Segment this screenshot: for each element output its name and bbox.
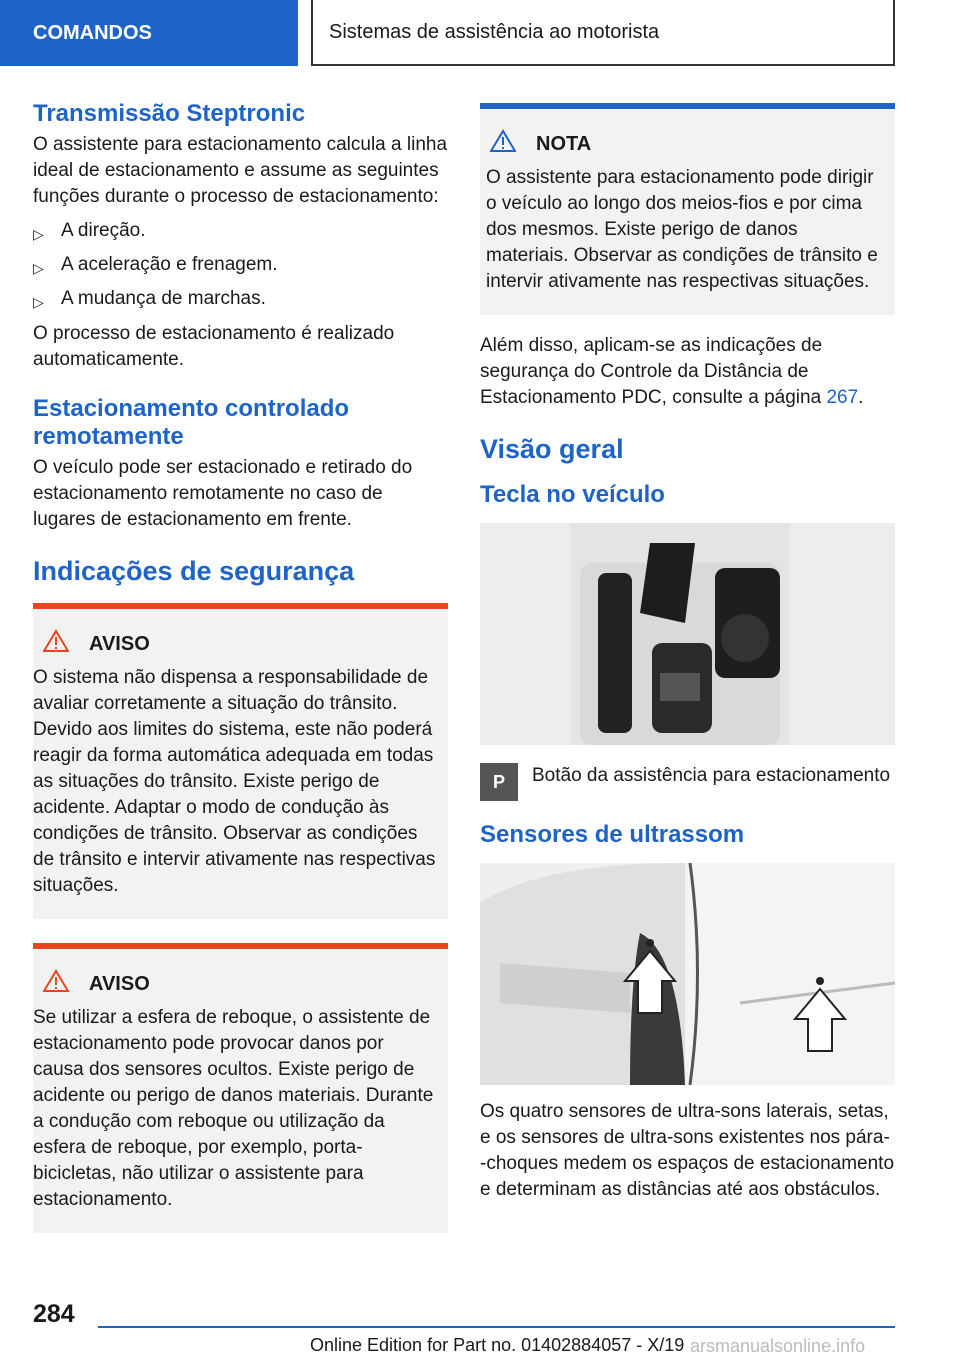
warning-label: AVISO xyxy=(89,632,150,655)
park-assist-button-icon: P xyxy=(480,763,518,801)
triangle-bullet-icon: ▷ xyxy=(33,260,44,276)
triangle-bullet-icon: ▷ xyxy=(33,226,44,242)
sensors-text: Os quatro sensores de ultra-sons laterais, setas, e os sensores de ultra-sons existentes nos pára--choques medem os espaços de estacionamento e determinam as distâncias até aos obstáculos. xyxy=(480,1101,895,1200)
warning-text: O sistema não dispensa a responsabilidade de avaliar corretamente a situação do trânsito. Devido aos limites do sistema, este não poderá reagir da forma automática adequada em todas as situações do trânsito. Existe perigo de acidente. Adaptar o modo de condução às condições de trânsito. Observar as condições de trânsito e intervir ativamente nas respectivas situações. xyxy=(33,667,436,896)
warning-triangle-icon xyxy=(43,969,71,999)
button-caption xyxy=(480,763,895,801)
warning-box xyxy=(33,943,448,1233)
warning-box xyxy=(33,603,448,919)
note-text: O assistente para estacionamento pode dirigir o veículo ao longo dos meios-fios e por cima dos mesmos. Existe perigo de danos materiais. Observar as condições de trânsito e intervir ativamente nas respectivas situações. xyxy=(486,167,878,292)
note-box xyxy=(480,103,895,315)
button-heading: Tecla no veículo xyxy=(480,481,665,508)
page-number: 284 xyxy=(33,1300,75,1328)
steptronic-intro: O assistente para estacionamento calcula a linha ideal de estacionamento e assume as seguintes funções durante o processo de estacionamento: xyxy=(33,134,448,207)
remote-parking-heading: Estacionamento controlado remotamente xyxy=(33,395,350,450)
warning-triangle-icon xyxy=(43,629,71,659)
remote-parking-text: O veículo pode ser estacionado e retirado do estacionamento remotamente no caso de lugares de estacionamento em frente. xyxy=(33,457,413,530)
warning-label: AVISO xyxy=(89,972,150,995)
steptronic-outro: O processo de estacionamento é realizado automaticamente. xyxy=(33,323,395,370)
warning-text: Se utilizar a esfera de reboque, o assistente de estacionamento pode provocar danos por causa dos sensores ocultos. Existe perigo de acidente ou perigo de danos materiais. Durante a condução com reboque ou utilização da esfera de reboque, por exemplo, porta-bicicletas, não utilizar o assistente para estacionamento. xyxy=(33,1007,434,1210)
left-column xyxy=(33,100,448,1245)
edition-text: Online Edition for Part no. 01402884057 - X/19 xyxy=(310,1335,685,1355)
triangle-bullet-icon: ▷ xyxy=(33,294,44,310)
safety-heading: Indicações de segurança xyxy=(33,556,355,586)
steptronic-heading: Transmissão Steptronic xyxy=(33,100,306,127)
chapter-title: Sistemas de assistência ao motorista xyxy=(311,0,895,66)
note-triangle-icon xyxy=(490,129,518,159)
list-item: ▷ A mudança de marchas. xyxy=(33,286,448,315)
list-item: ▷ A aceleração e frenagem. xyxy=(33,252,448,281)
overview-heading: Visão geral xyxy=(480,434,624,464)
steptronic-list xyxy=(33,218,448,315)
right-column xyxy=(480,103,895,1211)
ultrasonic-sensors-photo xyxy=(480,863,895,1085)
center-console-photo xyxy=(480,523,895,745)
note-label: NOTA xyxy=(536,132,592,155)
page-link[interactable]: 267 xyxy=(826,387,859,408)
watermark: arsmanualsonline.info xyxy=(690,1336,866,1356)
section-tab: COMANDOS xyxy=(0,0,298,66)
list-item: ▷ A direção. xyxy=(33,218,448,247)
pdc-reference: Além disso, aplicam-se as indicações de segurança do Controle da Distância de Estacionamento PDC, consulte a página 267. xyxy=(480,335,864,408)
footer-divider xyxy=(98,1326,895,1328)
sensors-heading: Sensores de ultrassom xyxy=(480,821,745,848)
button-caption-text: Botão da assistência para estacionamento xyxy=(532,765,891,786)
